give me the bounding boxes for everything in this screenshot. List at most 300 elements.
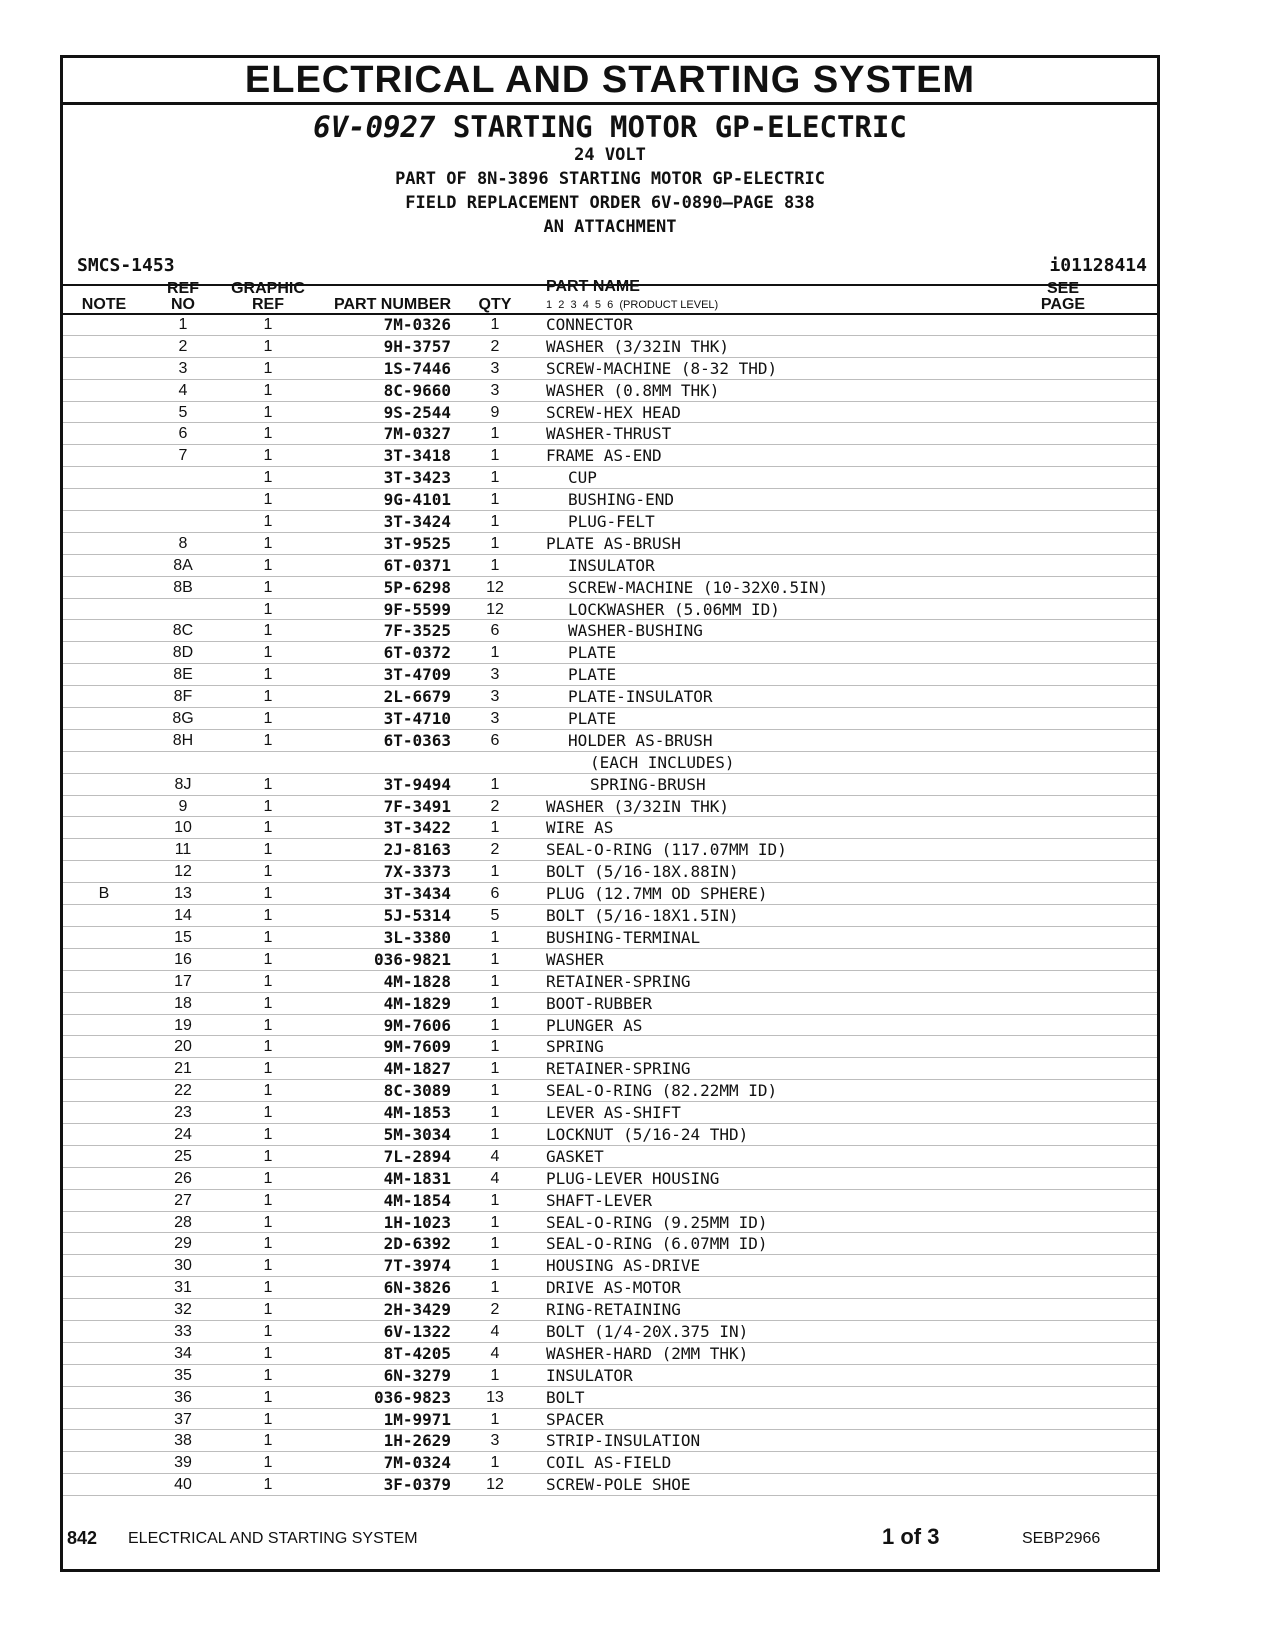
part-number-cell: 3T-3424 — [383, 512, 451, 532]
subtitle-name: STARTING MOTOR GP-ELECTRIC — [452, 110, 907, 144]
part-number-cell: 5M-3034 — [383, 1124, 451, 1144]
part-name-cell: RETAINER-SPRING — [546, 1059, 691, 1079]
ref-no-cell: 21 — [174, 1060, 192, 1078]
qty-cell: 1 — [490, 644, 500, 662]
qty-cell: 12 — [486, 600, 504, 618]
qty-cell: 12 — [486, 578, 504, 596]
part-number-cell: 9G-4101 — [383, 490, 451, 510]
part-number-cell: 8T-4205 — [383, 1343, 451, 1363]
part-number-cell: 3T-3423 — [383, 468, 451, 488]
graphic-ref-cell: 1 — [263, 1038, 273, 1056]
part-name-cell: PLUG-FELT — [568, 512, 655, 532]
part-number-cell: 4M-1829 — [383, 993, 451, 1013]
part-name-cell: SPACER — [546, 1409, 604, 1429]
qty-cell: 12 — [486, 1476, 504, 1494]
ref-no-cell: 8G — [172, 710, 194, 728]
subtitle — [63, 110, 1157, 144]
ref-no-cell: 6 — [178, 425, 188, 443]
qty-cell: 1 — [490, 1213, 500, 1231]
table-row — [63, 730, 1157, 752]
part-name-cell: WASHER — [546, 949, 604, 969]
table-row — [63, 1168, 1157, 1190]
ref-no-cell: 8E — [173, 666, 193, 684]
part-number-cell: 3F-0379 — [383, 1475, 451, 1495]
ref-no-cell: 37 — [174, 1410, 192, 1428]
ref-no-cell: 8B — [173, 578, 193, 596]
qty-cell: 1 — [490, 950, 500, 968]
footer-section-title: ELECTRICAL AND STARTING SYSTEM — [128, 1530, 418, 1547]
qty-cell: 1 — [490, 1016, 500, 1034]
table-row — [63, 708, 1157, 730]
qty-cell: 9 — [490, 403, 500, 421]
table-row — [63, 467, 1157, 489]
part-name-cell: (EACH INCLUDES) — [590, 752, 735, 772]
qty-cell: 1 — [490, 447, 500, 465]
part-name-cell: PLATE — [568, 665, 617, 685]
table-row — [63, 1058, 1157, 1080]
qty-cell: 1 — [490, 1235, 500, 1253]
graphic-ref-cell: 1 — [263, 1125, 273, 1143]
qty-cell: 1 — [490, 1191, 500, 1209]
part-name-cell: SPRING-BRUSH — [590, 774, 706, 794]
part-number-cell: 7M-0327 — [383, 424, 451, 444]
qty-cell: 1 — [490, 819, 500, 837]
part-name-cell: BOLT (1/4-20X.375 IN) — [546, 1321, 749, 1341]
table-row — [63, 358, 1157, 380]
table-row — [63, 336, 1157, 358]
part-number-cell: 8C-3089 — [383, 1081, 451, 1101]
table-row — [63, 1452, 1157, 1474]
part-name-cell: RETAINER-SPRING — [546, 971, 691, 991]
table-row — [63, 905, 1157, 927]
graphic-ref-cell: 1 — [263, 863, 273, 881]
part-name-cell: SCREW-MACHINE (8-32 THD) — [546, 358, 778, 378]
part-name-cell: HOUSING AS-DRIVE — [546, 1256, 701, 1276]
part-name-cell: PLUG (12.7MM OD SPHERE) — [546, 884, 768, 904]
table-row — [63, 445, 1157, 467]
header-see-bottom: PAGE — [1040, 296, 1086, 313]
graphic-ref-cell: 1 — [263, 1388, 273, 1406]
part-name-cell: PLATE — [568, 709, 617, 729]
table-row — [63, 1299, 1157, 1321]
table-row — [63, 555, 1157, 577]
ref-no-cell: 22 — [174, 1082, 192, 1100]
part-name-cell: DRIVE AS-MOTOR — [546, 1278, 681, 1298]
graphic-ref-cell: 1 — [263, 337, 273, 355]
ref-no-cell: 8C — [172, 622, 194, 640]
ref-no-cell: 33 — [174, 1322, 192, 1340]
qty-cell: 1 — [490, 556, 500, 574]
table-row — [63, 1233, 1157, 1255]
part-number-cell: 4M-1853 — [383, 1103, 451, 1123]
ref-no-cell: 8F — [173, 688, 193, 706]
qty-cell: 3 — [490, 666, 500, 684]
graphic-ref-cell: 1 — [263, 666, 273, 684]
qty-cell: 1 — [490, 513, 500, 531]
table-row — [63, 1146, 1157, 1168]
table-row — [63, 1124, 1157, 1146]
graphic-ref-cell: 1 — [263, 1082, 273, 1100]
graphic-ref-cell: 1 — [263, 1191, 273, 1209]
qty-cell: 1 — [490, 1410, 500, 1428]
graphic-ref-cell: 1 — [263, 534, 273, 552]
ref-no-cell: 2 — [178, 337, 188, 355]
table-row — [63, 1365, 1157, 1387]
qty-cell: 1 — [490, 469, 500, 487]
qty-cell: 13 — [486, 1388, 504, 1406]
part-name-cell: INSULATOR — [546, 1365, 633, 1385]
part-name-cell: RING-RETAINING — [546, 1300, 681, 1320]
part-name-cell: CUP — [568, 468, 597, 488]
graphic-ref-cell: 1 — [263, 1454, 273, 1472]
table-row — [63, 927, 1157, 949]
graphic-ref-cell: 1 — [263, 600, 273, 618]
part-name-cell: SEAL-O-RING (117.07MM ID) — [546, 840, 787, 860]
ref-no-cell: 17 — [174, 972, 192, 990]
ref-no-cell: 23 — [174, 1104, 192, 1122]
part-name-cell: WASHER (3/32IN THK) — [546, 796, 730, 816]
ref-no-cell: 39 — [174, 1454, 192, 1472]
qty-cell: 1 — [490, 534, 500, 552]
graphic-ref-cell: 1 — [263, 928, 273, 946]
qty-cell: 1 — [490, 1125, 500, 1143]
table-row — [63, 817, 1157, 839]
part-name-cell: SHAFT-LEVER — [546, 1190, 652, 1210]
graphic-ref-cell: 1 — [263, 403, 273, 421]
ref-no-cell: 31 — [174, 1279, 192, 1297]
part-name-cell: INSULATOR — [568, 555, 655, 575]
qty-cell: 6 — [490, 885, 500, 903]
ref-no-cell: 15 — [174, 928, 192, 946]
part-number-cell: 9M-7606 — [383, 1015, 451, 1035]
graphic-ref-cell: 1 — [263, 1016, 273, 1034]
part-name-cell: PLUNGER AS — [546, 1015, 643, 1035]
graphic-ref-cell: 1 — [263, 316, 273, 333]
table-row — [63, 796, 1157, 818]
qty-cell: 2 — [490, 797, 500, 815]
graphic-ref-cell: 1 — [263, 425, 273, 443]
table-row — [63, 1080, 1157, 1102]
parts-list-frame — [60, 55, 1160, 1572]
graphic-ref-cell: 1 — [263, 381, 273, 399]
part-number-cell: 9H-3757 — [383, 336, 451, 356]
table-row — [63, 861, 1157, 883]
part-name-cell: PLATE AS-BRUSH — [546, 533, 681, 553]
part-name-cell: FRAME AS-END — [546, 446, 662, 466]
part-number-cell: 5J-5314 — [383, 906, 451, 926]
part-number-cell: 6T-0371 — [383, 555, 451, 575]
ref-no-cell: 8A — [173, 556, 193, 574]
ref-no-cell: 8D — [172, 644, 194, 662]
part-name-cell: SEAL-O-RING (9.25MM ID) — [546, 1212, 768, 1232]
footer-page-of: 1 of 3 — [882, 1524, 940, 1549]
table-row — [63, 752, 1157, 774]
qty-cell: 3 — [490, 381, 500, 399]
ref-no-cell: 26 — [174, 1169, 192, 1187]
part-number-cell: 6T-0363 — [383, 730, 451, 750]
part-number-cell: 6T-0372 — [383, 643, 451, 663]
header-part-name: PART NAME — [546, 278, 640, 295]
ref-no-cell: 3 — [178, 359, 188, 377]
header-part-number: PART NUMBER — [333, 296, 451, 313]
graphic-ref-cell: 1 — [263, 994, 273, 1012]
part-number-cell: 3T-9494 — [383, 774, 451, 794]
part-number-cell: 4M-1831 — [383, 1168, 451, 1188]
ref-no-cell: 13 — [174, 885, 192, 903]
table-row — [63, 1102, 1157, 1124]
qty-cell: 1 — [490, 1104, 500, 1122]
table-row — [63, 1036, 1157, 1058]
qty-cell: 1 — [490, 1038, 500, 1056]
graphic-ref-cell: 1 — [263, 578, 273, 596]
part-number-cell: 9F-5599 — [383, 599, 451, 619]
ref-no-cell: 30 — [174, 1257, 192, 1275]
ref-no-cell: 12 — [174, 863, 192, 881]
part-number-cell: 1M-9971 — [383, 1409, 451, 1429]
part-name-cell: COIL AS-FIELD — [546, 1453, 672, 1473]
part-name-cell: GASKET — [546, 1146, 604, 1166]
graphic-ref-cell: 1 — [263, 731, 273, 749]
ref-no-cell: 9 — [178, 797, 188, 815]
qty-cell: 1 — [490, 928, 500, 946]
header-qty: QTY — [478, 296, 512, 313]
part-number-cell: 3T-9525 — [383, 533, 451, 553]
qty-cell: 1 — [490, 1082, 500, 1100]
table-row — [63, 577, 1157, 599]
ref-no-cell: 14 — [174, 907, 192, 925]
qty-cell: 6 — [490, 731, 500, 749]
ref-no-cell: 7 — [178, 447, 188, 465]
table-row — [63, 883, 1157, 905]
part-name-cell: STRIP-INSULATION — [546, 1431, 701, 1451]
part-name-cell: SCREW-POLE SHOE — [546, 1475, 691, 1495]
graphic-ref-cell: 1 — [263, 469, 273, 487]
smcs-code: SMCS-1453 — [77, 255, 175, 276]
graphic-ref-cell: 1 — [263, 1213, 273, 1231]
qty-cell: 3 — [490, 359, 500, 377]
ref-no-cell: 24 — [174, 1125, 192, 1143]
part-name-cell: WASHER-THRUST — [546, 424, 672, 444]
part-name-cell: HOLDER AS-BRUSH — [568, 730, 713, 750]
part-name-cell: WASHER (3/32IN THK) — [546, 336, 730, 356]
part-number-cell: 7X-3373 — [383, 862, 451, 882]
part-number-cell: 7M-0326 — [383, 315, 451, 334]
qty-cell: 1 — [490, 863, 500, 881]
part-number-cell: 6N-3279 — [383, 1365, 451, 1385]
part-number-cell: 3T-3418 — [383, 446, 451, 466]
part-number-cell: 1S-7446 — [383, 358, 451, 378]
table-row — [63, 686, 1157, 708]
qty-cell: 5 — [490, 907, 500, 925]
qty-cell: 1 — [490, 425, 500, 443]
ref-no-cell: 40 — [174, 1476, 192, 1494]
ref-no-cell: 35 — [174, 1366, 192, 1384]
part-number-cell: 5P-6298 — [383, 577, 451, 597]
ref-no-cell: 8 — [178, 534, 188, 552]
part-number-cell: 4M-1827 — [383, 1059, 451, 1079]
part-name-cell: SPRING — [546, 1037, 604, 1057]
part-name-cell: WASHER (0.8MM THK) — [546, 380, 720, 400]
part-number-cell: 3T-4709 — [383, 665, 451, 685]
part-number-cell: 036-9823 — [373, 1387, 451, 1407]
part-name-cell: SEAL-O-RING (82.22MM ID) — [546, 1081, 778, 1101]
header-ref-top: REF — [167, 280, 199, 297]
main-title: ELECTRICAL AND STARTING SYSTEM — [63, 58, 1157, 105]
graphic-ref-cell: 1 — [263, 1476, 273, 1494]
part-name-cell: SEAL-O-RING (6.07MM ID) — [546, 1234, 768, 1254]
table-row — [63, 664, 1157, 686]
table-row — [63, 1321, 1157, 1343]
qty-cell: 3 — [490, 688, 500, 706]
part-number-cell: 6N-3826 — [383, 1278, 451, 1298]
ref-no-cell: 8J — [174, 775, 192, 793]
table-row — [63, 1474, 1157, 1496]
graphic-ref-cell: 1 — [263, 972, 273, 990]
header-ref-bottom: NO — [171, 296, 195, 313]
part-name-cell: PLATE — [568, 643, 617, 663]
graphic-ref-cell: 1 — [263, 447, 273, 465]
graphic-ref-cell: 1 — [263, 775, 273, 793]
table-row — [63, 971, 1157, 993]
part-name-cell: SCREW-HEX HEAD — [546, 402, 681, 422]
ref-no-cell: 20 — [174, 1038, 192, 1056]
graphic-ref-cell: 1 — [263, 819, 273, 837]
qty-cell: 2 — [490, 337, 500, 355]
sub-line-field-replacement: FIELD REPLACEMENT ORDER 6V-0890—PAGE 838 — [405, 193, 815, 213]
part-number-cell: 7T-3974 — [383, 1256, 451, 1276]
graphic-ref-cell: 1 — [263, 1279, 273, 1297]
part-number-cell: 8C-9660 — [383, 380, 451, 400]
part-number-cell: 4M-1854 — [383, 1190, 451, 1210]
table-row — [63, 1430, 1157, 1452]
part-number-cell: 2D-6392 — [383, 1234, 451, 1254]
graphic-ref-cell: 1 — [263, 688, 273, 706]
ref-no-cell: 5 — [178, 403, 188, 421]
ref-no-cell: 4 — [178, 381, 188, 399]
part-number-cell: 7L-2894 — [383, 1146, 451, 1166]
part-number-cell: 7M-0324 — [383, 1453, 451, 1473]
graphic-ref-cell: 1 — [263, 885, 273, 903]
graphic-ref-cell: 1 — [263, 622, 273, 640]
graphic-ref-cell: 1 — [263, 1366, 273, 1384]
part-name-cell: LOCKNUT (5/16-24 THD) — [546, 1124, 749, 1144]
sub-line-voltage: 24 VOLT — [574, 145, 646, 165]
graphic-ref-cell: 1 — [263, 556, 273, 574]
ref-no-cell: 28 — [174, 1213, 192, 1231]
part-number-cell: 1H-2629 — [383, 1431, 451, 1451]
qty-cell: 3 — [490, 1432, 500, 1450]
sub-line-attachment: AN ATTACHMENT — [543, 217, 677, 237]
ref-no-cell: 38 — [174, 1432, 192, 1450]
graphic-ref-cell: 1 — [263, 1257, 273, 1275]
ref-no-cell: 10 — [174, 819, 192, 837]
part-number-cell: 9M-7609 — [383, 1037, 451, 1057]
graphic-ref-cell: 1 — [263, 907, 273, 925]
table-row — [63, 993, 1157, 1015]
part-name-cell: LEVER AS-SHIFT — [546, 1103, 681, 1123]
subtitle-part-number: 6V-0927 — [313, 110, 436, 144]
part-name-cell: BOLT (5/16-18X1.5IN) — [546, 906, 739, 926]
ref-no-cell: 19 — [174, 1016, 192, 1034]
qty-cell: 6 — [490, 622, 500, 640]
footer-doc-code: SEBP2966 — [1022, 1530, 1101, 1547]
graphic-ref-cell: 1 — [263, 1432, 273, 1450]
ref-no-cell: 34 — [174, 1344, 192, 1362]
document-id: i01128414 — [1049, 255, 1147, 276]
part-name-cell: PLATE-INSULATOR — [568, 687, 713, 707]
qty-cell: 4 — [490, 1147, 500, 1165]
table-row — [63, 1015, 1157, 1037]
graphic-ref-cell: 1 — [263, 513, 273, 531]
qty-cell: 2 — [490, 1301, 500, 1319]
graphic-ref-cell: 1 — [263, 491, 273, 509]
part-name-cell: WASHER-BUSHING — [568, 621, 703, 641]
qty-cell: 1 — [490, 1279, 500, 1297]
graphic-ref-cell: 1 — [263, 1060, 273, 1078]
graphic-ref-cell: 1 — [263, 1147, 273, 1165]
graphic-ref-cell: 1 — [263, 644, 273, 662]
ref-no-cell: 27 — [174, 1191, 192, 1209]
ref-no-cell: 29 — [174, 1235, 192, 1253]
table-row — [63, 314, 1157, 336]
header-product-level: 1 2 3 4 5 6 (PRODUCT LEVEL) — [546, 299, 719, 311]
table-row — [63, 839, 1157, 861]
table-row — [63, 642, 1157, 664]
ref-no-cell: 25 — [174, 1147, 192, 1165]
table-row — [63, 599, 1157, 621]
note-cell: B — [98, 885, 110, 903]
part-name-cell: BOLT — [546, 1387, 585, 1407]
part-number-cell: 3L-3380 — [383, 927, 451, 947]
part-name-cell: BUSHING-TERMINAL — [546, 927, 701, 947]
table-row — [63, 1387, 1157, 1409]
table-row — [63, 949, 1157, 971]
qty-cell: 1 — [490, 1257, 500, 1275]
qty-cell: 1 — [490, 972, 500, 990]
qty-cell: 1 — [490, 994, 500, 1012]
part-name-cell: BUSHING-END — [568, 490, 674, 510]
graphic-ref-cell: 1 — [263, 1301, 273, 1319]
table-row — [63, 1212, 1157, 1234]
qty-cell: 1 — [490, 316, 500, 333]
ref-no-cell: 18 — [174, 994, 192, 1012]
part-name-cell: BOOT-RUBBER — [546, 993, 652, 1013]
qty-cell: 1 — [490, 1454, 500, 1472]
ref-no-cell: 16 — [174, 950, 192, 968]
ref-no-cell: 36 — [174, 1388, 192, 1406]
table-row — [63, 402, 1157, 424]
part-number-cell: 2J-8163 — [383, 840, 451, 860]
table-row — [63, 533, 1157, 555]
table-row — [63, 380, 1157, 402]
ref-no-cell: 8H — [172, 731, 194, 749]
table-row — [63, 1409, 1157, 1431]
header-graphic-top: GRAPHIC — [231, 280, 305, 297]
graphic-ref-cell: 1 — [263, 1410, 273, 1428]
qty-cell: 1 — [490, 491, 500, 509]
part-number-cell: 9S-2544 — [383, 402, 451, 422]
part-name-cell: WASHER-HARD (2MM THK) — [546, 1343, 749, 1363]
parts-table — [63, 314, 1157, 1496]
header-note: NOTE — [81, 296, 127, 313]
part-number-cell: 4M-1828 — [383, 971, 451, 991]
qty-cell: 3 — [490, 710, 500, 728]
graphic-ref-cell: 1 — [263, 359, 273, 377]
table-row — [63, 620, 1157, 642]
header-see-top: SEE — [1046, 280, 1079, 297]
graphic-ref-cell: 1 — [263, 1322, 273, 1340]
graphic-ref-cell: 1 — [263, 1235, 273, 1253]
